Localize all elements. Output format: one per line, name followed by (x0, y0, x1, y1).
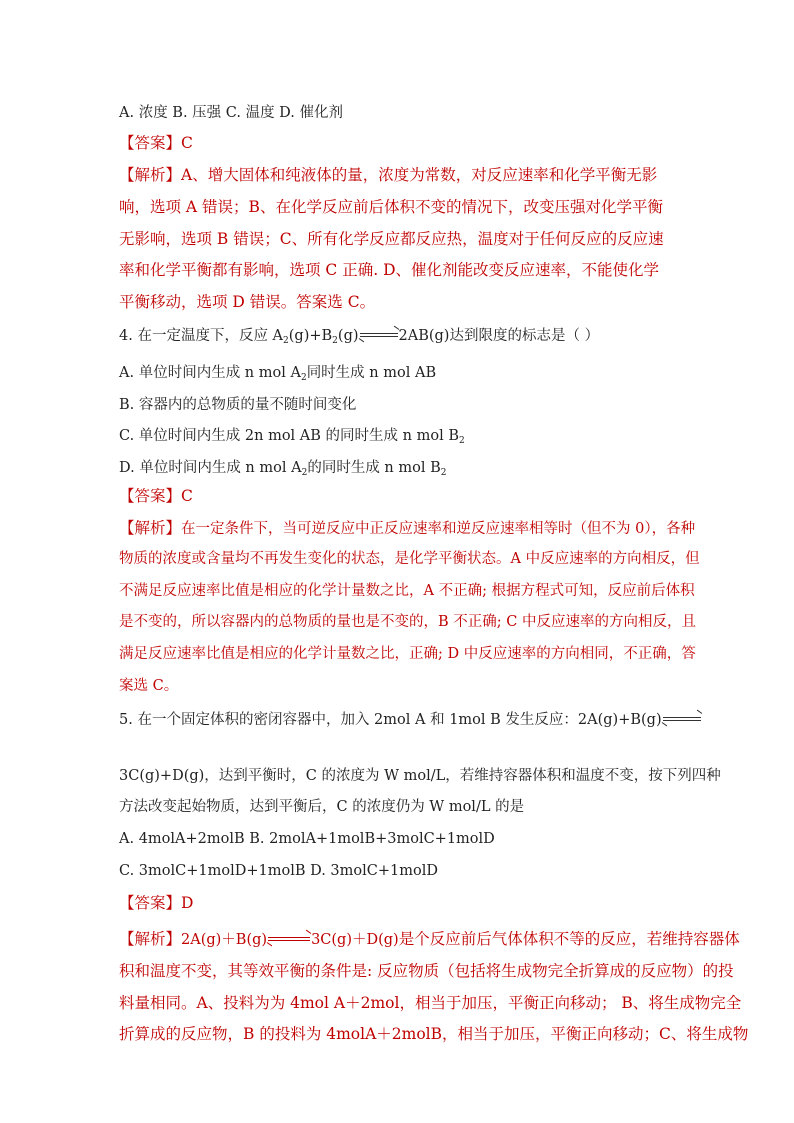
q3-analysis-line: 响，选项 A 错误；B、在化学反应前后体积不变的情况下，改变压强对化学平衡 (119, 198, 663, 216)
analysis-tag: 【解析】 (119, 519, 182, 537)
q5-analysis-line: 料量相同。A、投料为为 4mol A＋2mol，相当于加压，平衡正向移动； B、将生成物完全 (119, 994, 742, 1012)
q4-option-c: C. 单位时间内生成 2n mol AB 的同时生成 n mol $B_2$ (119, 428, 465, 446)
q4-stem: 4. 在一定温度下，反应 $A_2(g)+B_2(g)$ 2AB(g)达到限度的标志是（ ） (119, 328, 600, 346)
answer-tag: 【答案】 (119, 894, 182, 912)
q5-analysis-line: 【解析】2A(g)＋B(g) 3C(g)＋D(g)是个反应前后气体体积不等的反应，若维持容器体 (119, 930, 740, 948)
reversible-arrow-icon (360, 333, 398, 339)
analysis-tag: 【解析】 (119, 166, 182, 184)
q4-option-a: A. 单位时间内生成 n mol $A_2$同时生成 n mol AB (119, 365, 437, 383)
q4-analysis-line: 案选 C。 (119, 678, 179, 694)
q5-options: A. 4molA+2molB B. 2molA+1molB+3molC+1molD (119, 831, 495, 847)
answer-value: D (181, 894, 194, 912)
q5-analysis-line: 折算成的反应物，B 的投料为 4molA＋2molB，相当于加压，平衡正向移动；C、将生成物 (119, 1025, 749, 1043)
answer-tag: 【答案】 (119, 134, 182, 152)
q4-option-b: B. 容器内的总物质的量不随时间变化 (119, 397, 357, 413)
q4-analysis-line: 【解析】在一定条件下，当可逆反应中正反应速率和逆反应速率相等时（但不为 0），各种 (119, 519, 696, 537)
q5-options: C. 3molC+1molD+1molB D. 3molC+1molD (119, 863, 438, 879)
q5-answer (119, 893, 193, 913)
q3-analysis-line: 率和化学平衡都有影响，选项 C 正确. D、催化剂能改变反应速率，不能使化学 (119, 261, 659, 279)
q5-stem-line: 方法改变起始物质，达到平衡后，C 的浓度仍为 W mol/L 的是 (119, 799, 525, 815)
analysis-tag: 【解析】 (119, 930, 182, 948)
reversible-arrow-icon (663, 717, 701, 723)
answer-value: C (181, 134, 193, 152)
reversible-arrow-icon (268, 937, 310, 943)
q4-answer (119, 486, 193, 506)
q4-analysis-line: 满足反应速率比值是相应的化学计量数之比，正确; D 中反应速率的方向相同，不正确，答 (119, 646, 696, 662)
q3-answer (119, 133, 193, 153)
q4-analysis-line: 是不变的，所以容器内的总物质的量也是不变的，B 不正确; C 中反应速率的方向相反，且 (119, 614, 696, 630)
q5-stem-line: 5. 在一个固定体积的密闭容器中，加入 2mol A 和 1mol B 发生反应：2A(g)+B(g) (119, 710, 702, 730)
q3-analysis-line: 【解析】A、增大固体和纯液体的量，浓度为常数，对反应速率和化学平衡无影 (119, 166, 658, 184)
q3-analysis-line: 无影响，选项 B 错误；C、所有化学反应都反应热，温度对于任何反应的反应速 (119, 230, 664, 248)
q4-option-d: D. 单位时间内生成 n mol $A_2$的同时生成 n mol $B_2$ (119, 460, 447, 478)
q4-analysis-line: 物质的浓度或含量均不再发生变化的状态，是化学平衡状态。A 中反应速率的方向相反，但 (119, 551, 700, 567)
q5-analysis-line: 积和温度不变，其等效平衡的条件是: 反应物质（包括将生成物完全折算成的反应物）的投 (119, 962, 734, 980)
answer-value: C (181, 487, 193, 505)
answer-tag: 【答案】 (119, 487, 182, 505)
q3-analysis-line: 平衡移动，选项 D 错误。答案选 C。 (119, 293, 376, 311)
q5-stem-line: 3C(g)+D(g)，达到平衡时，C 的浓度为 W mol/L，若维持容器体积和温度不变，按下列四种 (119, 768, 721, 784)
q3-options: A. 浓度 B. 压强 C. 温度 D. 催化剂 (119, 105, 344, 121)
q4-analysis-line: 不满足反应速率比值是相应的化学计量数之比，A 不正确; 根据方程式可知，反应前后体积 (119, 583, 695, 599)
